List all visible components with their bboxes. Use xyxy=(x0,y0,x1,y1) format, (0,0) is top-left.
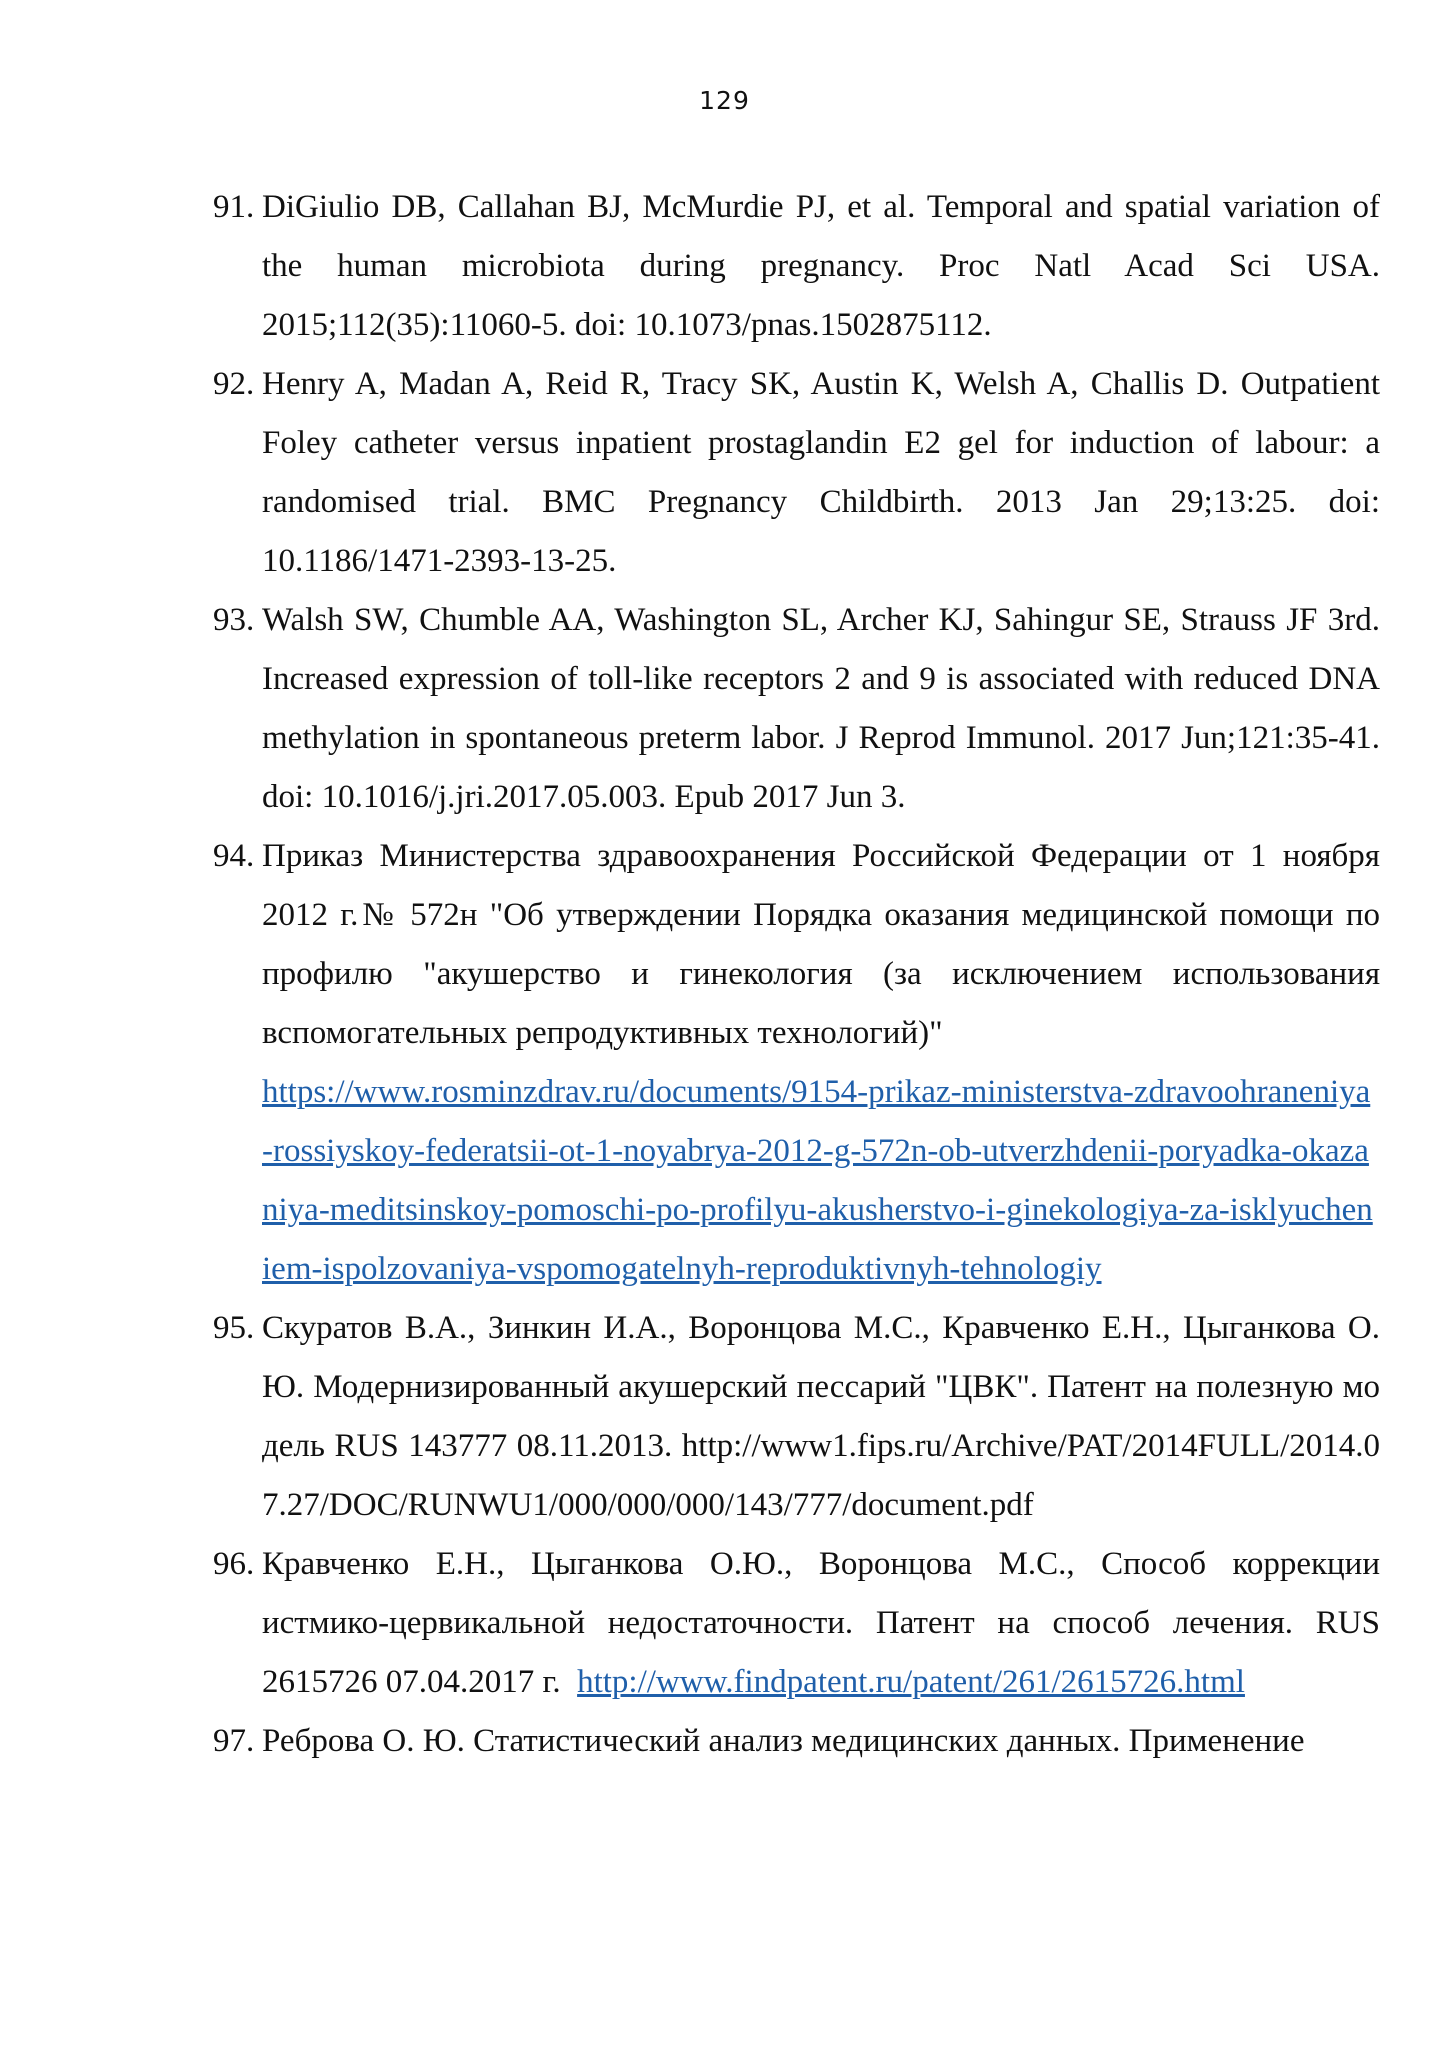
reference-text: Реброва О. Ю. Статистический анализ медицинских данных. Применение xyxy=(262,1723,1305,1759)
reference-text: DiGiulio DB, Callahan BJ, McMurdie PJ, et al. Temporal and spatial variation of the human microbiota during pregnancy. Proc Natl Acad Sci USA. 2015;112(35):11060-5. doi: 10.1073/pnas.1502875112. xyxy=(262,189,1380,343)
page-number: 129 xyxy=(699,86,750,115)
reference-item-96 xyxy=(213,1535,1380,1712)
reference-text: Приказ Министерства здравоохранения Российской Федерации от 1 ноября 2012 г.№ 572н "Об утверждении Порядка оказания медицинской помощи по профилю "акушерство и гинекология (за исключением использования вспомогательных репродуктивных технологий)" xyxy=(262,838,1380,1051)
reference-list xyxy=(213,178,1380,1771)
reference-item-94 xyxy=(213,827,1380,1299)
reference-text: Henry A, Madan A, Reid R, Tracy SK, Austin K, Welsh A, Challis D. Outpatient Foley catheter versus inpatient prostaglandin E2 gel for induction of labour: a randomised trial. BMC Pregnancy Childbirth. 2013 Jan 29;13:25. doi: 10.1186/1471-2393-13-25. xyxy=(262,366,1380,579)
reference-text: Walsh SW, Chumble AA, Washington SL, Archer KJ, Sahingur SE, Strauss JF 3rd. Increased expression of toll-like receptors 2 and 9 is associated with reduced DNA methylation in spontaneous preterm labor. J Reprod Immunol. 2017 Jun;121:35-41. doi: 10.1016/j.jri.2017.05.003. Epub 2017 Jun 3. xyxy=(262,602,1380,815)
reference-text-body: Кравченко Е.Н., Цыганкова О.Ю., Воронцова М.С., Способ коррекции истмико-цервикальной недостаточности. Патент на способ лечения. RUS 2615726 07.04.2017 г. xyxy=(262,1546,1380,1700)
reference-number: 94. xyxy=(213,838,255,874)
reference-number: 97. xyxy=(213,1723,255,1759)
reference-item-93 xyxy=(213,591,1380,827)
reference-number: 95. xyxy=(213,1310,255,1346)
reference-item-92 xyxy=(213,355,1380,591)
reference-text xyxy=(262,1535,1380,1712)
reference-number: 96. xyxy=(213,1546,255,1582)
reference-item-97 xyxy=(213,1712,1380,1771)
reference-number: 92. xyxy=(213,366,255,402)
reference-number: 93. xyxy=(213,602,255,638)
reference-item-95 xyxy=(213,1299,1380,1535)
reference-number: 91. xyxy=(213,189,255,225)
reference-link[interactable]: https://www.rosminzdrav.ru/documents/9154-prikaz-ministerstva-zdravoohraneniya-rossiyskoy-federatsii-ot-1-noyabrya-2012-g-572n-ob-utverzhdenii-poryadka-okazaniya-meditsinskoy-pomoschi-po-profilyu-akusherstvo-i-ginekologiya-za-isklyucheniem-ispolzovaniya-vspomogatelnyh-reproduktivnyh-tehnologiy xyxy=(262,1074,1373,1287)
reference-link[interactable]: http://www.findpatent.ru/patent/261/2615726.html xyxy=(577,1664,1245,1700)
reference-item-91 xyxy=(213,178,1380,355)
reference-text: Скуратов В.А., Зинкин И.А., Воронцова М.С., Кравченко Е.Н., Цыганкова О.Ю. Модернизированный акушерский пессарий "ЦВК". Патент на полезную модель RUS 143777 08.11.2013. http://www1.fips.ru/Archive/PAT/2014FULL/2014.07.27/DOC/RUNWU1/000/000/000/143/777/document.pdf xyxy=(262,1310,1380,1523)
